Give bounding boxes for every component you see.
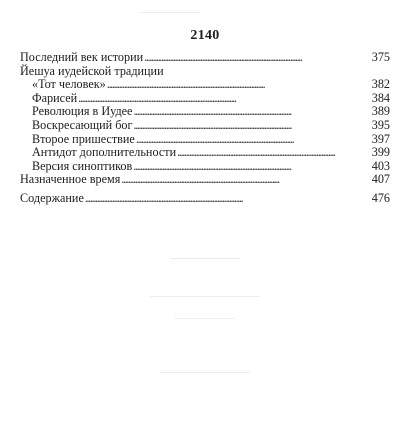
- toc-entry-title: Второе пришествие: [32, 131, 135, 146]
- toc-leader-dots: [144, 51, 371, 65]
- toc-leader-dots: [85, 192, 371, 206]
- toc-entry-page: 399: [371, 145, 390, 160]
- toc-entry-page: 403: [371, 158, 390, 173]
- toc-leader-dots: [133, 105, 370, 119]
- table-of-contents: [20, 51, 390, 206]
- page-number: 2140: [190, 28, 220, 43]
- toc-leader-dots: [78, 92, 371, 106]
- toc-leader-dots: [136, 133, 371, 147]
- bleed-through-mark: [175, 318, 235, 319]
- toc-leader-dots: [133, 160, 370, 174]
- toc-entry-title: Революция в Иудее: [32, 104, 133, 119]
- toc-entry-title: Йешуа иудейской традиции: [20, 63, 164, 78]
- toc-entry-page: 395: [371, 117, 390, 132]
- toc-entry-page: 382: [371, 77, 390, 92]
- toc-entry: [20, 65, 390, 79]
- toc-entry-title: Версия синоптиков: [32, 158, 133, 173]
- toc-entry: [20, 92, 390, 106]
- toc-entry: [20, 146, 390, 160]
- toc-leader-dots: [107, 78, 371, 92]
- toc-entry-title: Воскресающий бог: [32, 117, 133, 132]
- toc-entry-title: Содержание: [20, 190, 84, 205]
- toc-entry: [20, 192, 390, 206]
- toc-entry-page: 384: [371, 90, 390, 105]
- toc-entry-page: 476: [371, 190, 390, 205]
- toc-leader-dots: [134, 119, 371, 133]
- toc-entry-title: Назначенное время: [20, 172, 121, 187]
- toc-entry-title: Фарисей: [32, 90, 78, 105]
- toc-entry-page: 397: [371, 131, 390, 146]
- toc-entry-page: 389: [371, 104, 390, 119]
- toc-entry: [20, 133, 390, 147]
- bleed-through-mark: [170, 258, 240, 259]
- toc-entry: [20, 105, 390, 119]
- toc-entry-page: 375: [371, 50, 390, 64]
- toc-entry: [20, 160, 390, 174]
- toc-entry: [20, 119, 390, 133]
- toc-entry: [20, 51, 390, 65]
- toc-leader-dots: [177, 146, 371, 160]
- toc-entry-page: 407: [371, 172, 390, 187]
- toc-leader-dots: [121, 173, 370, 187]
- toc-entry-title: Антидот дополнительности: [32, 145, 177, 160]
- toc-entry-title: «Тот человек»: [32, 77, 106, 92]
- bleed-through-mark: [150, 296, 260, 297]
- bleed-through-mark: [140, 12, 200, 13]
- toc-entry-title: Последний век истории: [20, 50, 144, 64]
- toc-entry: [20, 173, 390, 187]
- toc-entry: [20, 78, 390, 92]
- bleed-through-mark: [160, 372, 250, 373]
